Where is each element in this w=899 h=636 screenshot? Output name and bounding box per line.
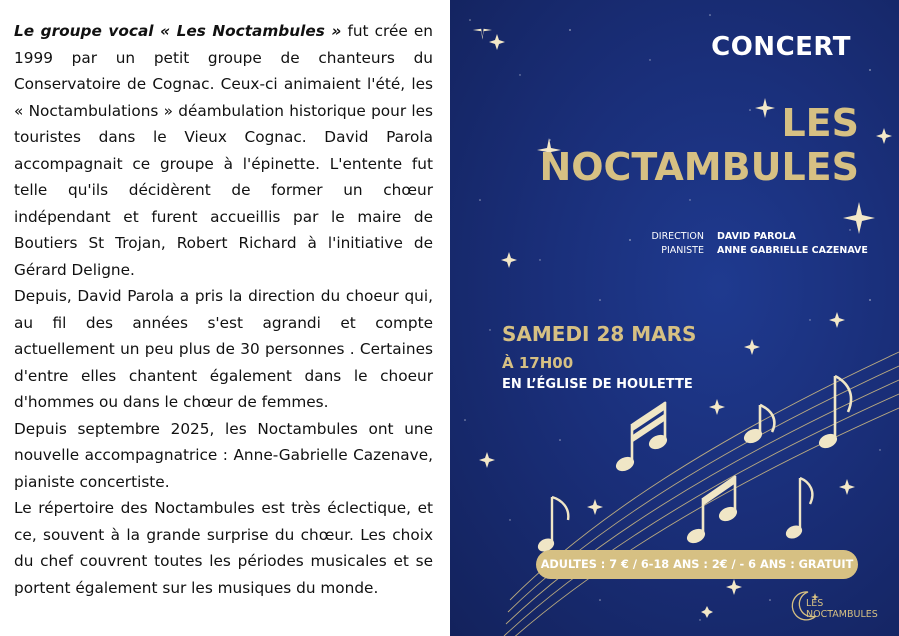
credit-role-pianist: PIANISTE — [661, 245, 704, 256]
logo-text — [806, 598, 878, 620]
concert-time: À 17H00 — [502, 354, 574, 372]
paragraph-history — [14, 18, 433, 283]
music-notes — [536, 376, 851, 553]
concert-poster — [450, 0, 899, 636]
credit-name-pianist: ANNE GABRIELLE CAZENAVE — [717, 245, 868, 256]
paragraph-direction: Depuis, David Parola a pris la direction du choeur qui, au fil des années s'est agrandi et compte actuellement un peu plus de 30 personnes . Certaines d'entre elles chantent également dans le choeur d'hommes ou dans le chœur de femmes. — [14, 287, 433, 411]
poster-background-art — [450, 0, 899, 636]
concert-date: SAMEDI 28 MARS — [502, 322, 697, 346]
logo-line1: LES — [806, 598, 824, 609]
price-banner — [536, 550, 858, 579]
credit-role-direction: DIRECTION — [651, 231, 704, 242]
noctambules-logo — [786, 586, 886, 626]
credit-name-direction: DAVID PAROLA — [717, 231, 796, 242]
price-text: ADULTES : 7 € / 6-18 ANS : 2€ / - 6 ANS : GRATUIT — [540, 558, 854, 571]
poster-title-line2: NOCTAMBULES — [539, 145, 859, 189]
logo-line2: NOCTAMBULES — [806, 609, 878, 620]
poster-heading: CONCERT — [711, 32, 851, 62]
poster-title-line1: LES — [781, 101, 859, 145]
paragraph-accompanist: Depuis septembre 2025, les Noctambules ont une nouvelle accompagnatrice : Anne-Gabrielle Cazenave, pianiste concertiste. — [14, 419, 433, 491]
paragraph-repertoire: Le répertoire des Noctambules est très éclectique, et ce, souvent à la grande surprise du chœur. Les choix du chef couvrent toutes les périodes musicales et se portent également sur les musiques du monde. — [14, 499, 433, 597]
group-name-lead: Le groupe vocal « Les Noctambules » — [14, 22, 342, 40]
article-text — [14, 18, 433, 601]
paragraph-history-text: fut crée en 1999 par un petit groupe de chanteurs du Conservatoire de Cognac. Ceux-ci animaient l'été, les « Noctambulations » déambulation historique pour les touristes dans le Vieux Cognac. David Parola accompagnait ce groupe à l'épinette. L'entente fut telle qu'ils décidèrent de former un chœur indépendant et furent accueillis par le maire de Boutiers St Trojan, Robert Richard à l'initiative de Gérard Deligne. — [14, 22, 433, 279]
concert-venue: EN L’ÉGLISE DE HOULETTE — [502, 377, 693, 392]
